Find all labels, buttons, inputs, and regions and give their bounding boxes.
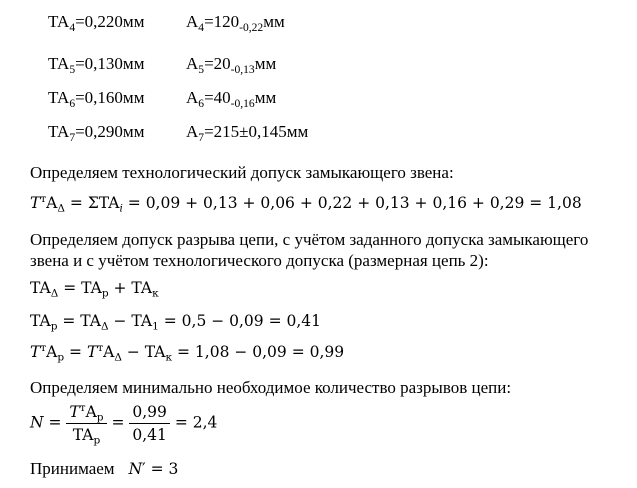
equation-closing-link-tolerance: $T^тA_\Delta = \Sigma TA_i = 0,09 + 0,13 + 0,06 + 0,22 + 0,13 + 0,16 + 0,29 = 1,08$: [30, 193, 582, 215]
fraction-numeric-ratio: $\frac{0,99}{0,41}$: [129, 403, 170, 444]
tolerance-row-4: $TA_4=0,220мм$: [48, 12, 145, 35]
equation-gap-tolerance: $TA_р = TA_\Delta - TA_1 = 0,5 - 0,09 = 0,41$: [30, 312, 322, 333]
tolerance-row-6: $TA_6=0,160мм$: [48, 88, 145, 111]
paragraph-gap-tolerance-2: звена и с учётом технологического допуска (размерная цепь 2):: [30, 251, 489, 270]
tolerance-row-5: $TA_5=0,130мм$: [48, 54, 145, 77]
paragraph-technological-tolerance: Определяем технологический допуск замыкающего звена:: [30, 163, 454, 182]
dimension-a6: $A_6=40_{-0,16}мм$: [186, 88, 277, 111]
paragraph-min-gaps: Определяем минимально необходимое количество разрывов цепи:: [30, 378, 512, 397]
equation-gap-count: N = $\frac{T^тA_р}{TA_р}$ = $\frac{0,99}{0,41}$ = 2,4: [30, 402, 218, 447]
dimension-a5: $A_5=20_{-0,13}мм$: [186, 54, 277, 77]
paragraph-gap-tolerance-1: Определяем допуск разрыва цепи, с учётом заданного допуска замыкающего: [30, 230, 589, 249]
dimension-a7: $A_7=215\pm 0,145мм$: [186, 122, 309, 145]
paragraph-accept: Принимаем N′ = 3: [30, 459, 179, 478]
fraction-tolerance-ratio: $\frac{T^тA_р}{TA_р}$: [66, 403, 106, 444]
equation-tech-gap-tolerance: $T^тA_р = T^тA_\Delta - TA_к = 1,08 - 0,09 = 0,99$: [30, 342, 345, 364]
dimension-a4: $A_4=120_{-0,22}мм$: [186, 12, 285, 35]
equation-delta-tolerance: $TA_\Delta = TA_р + TA_к$: [30, 279, 159, 300]
tolerance-row-7: $TA_7=0,290мм$: [48, 122, 145, 145]
